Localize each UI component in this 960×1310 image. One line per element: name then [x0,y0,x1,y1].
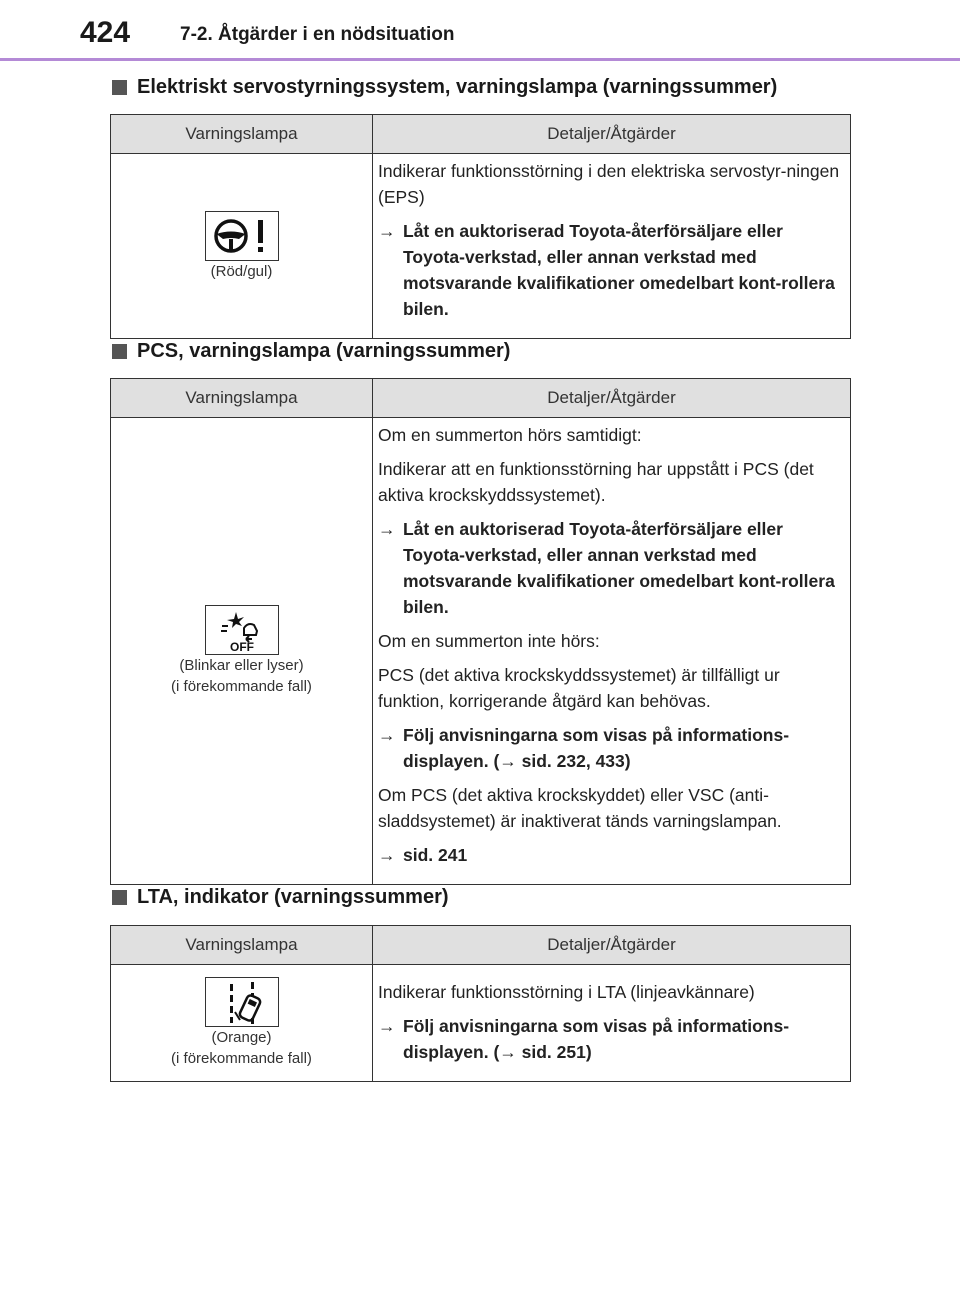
action-item [378,516,846,620]
detail-text: Indikerar funktionsstörning i den elektriska servostyr-ningen (EPS) [378,161,840,207]
column-header-details: Detaljer/Åtgärder [373,115,851,154]
arrow-icon: → [499,751,517,771]
detail-text: Om en summerton hörs samtidigt: [378,425,642,445]
arrow-icon: → [499,1042,517,1062]
arrow-icon: → [378,519,396,539]
lamp-caption: (Orange) [211,1029,272,1046]
lamp-caption-secondary: (i förekommande fall) [171,678,312,695]
page-header [0,0,960,64]
column-header-details: Detaljer/Åtgärder [373,379,851,418]
steering-wheel-exclamation-icon [205,211,279,261]
column-header-lamp: Varningslampa [111,115,373,154]
lamp-caption: (Röd/gul) [210,262,273,280]
lamp-caption: (Blinkar eller lyser) [179,657,304,674]
lamp-cell [111,965,373,1082]
detail-text: PCS (det aktiva krockskyddssystemet) är tillfälligt ur funktion, korrigerande åtgärd kan behövas. [378,665,780,711]
page-number: 424 [80,16,131,49]
page-reference-link[interactable]: sid. 251) [516,1042,592,1062]
details-cell [373,418,851,885]
lane-departure-icon [205,977,279,1027]
action-text: Låt en auktoriserad Toyota-återförsäljare eller Toyota-verkstad, eller annan verkstad med motsvarande kvalifikationer omedelbart kont-rollera bilen. [403,519,835,617]
section-heading-pcs [110,340,510,363]
arrow-icon: → [378,1016,396,1036]
page-reference-link[interactable]: sid. 232, 433) [516,751,631,771]
action-item [378,1013,846,1065]
lta-warning-table [110,925,851,1082]
action-item [378,842,846,868]
section-heading-lta [110,886,449,909]
detail-text: Indikerar att en funktionsstörning har uppstått i PCS (det aktiva krockskyddssystemet). [378,459,814,505]
lamp-cell [111,154,373,339]
detail-text: Om PCS (det aktiva krockskyddet) eller VSC (anti-sladdsystemet) är inaktiverat tänds varningslampan. [378,785,782,831]
detail-text: Om en summerton inte hörs: [378,631,600,651]
arrow-icon: → [378,725,396,745]
details-cell [373,965,851,1082]
column-header-lamp: Varningslampa [111,379,373,418]
action-text-start: Följ anvisningarna som visas på informations-displayen. ( [403,1016,790,1062]
chapter-title: 7-2. Åtgärder i en nödsituation [180,24,455,45]
column-header-details: Detaljer/Åtgärder [373,926,851,965]
arrow-icon: → [378,845,396,865]
arrow-icon: → [378,221,396,241]
svg-text:OFF: OFF [229,640,254,654]
action-item [378,218,846,322]
column-header-lamp: Varningslampa [111,926,373,965]
square-bullet-icon [112,344,127,359]
section-title: PCS, varningslampa (varningssummer) [137,340,511,362]
pcs-off-icon [205,605,279,655]
action-text [403,722,846,774]
action-text [403,1013,846,1065]
lamp-cell [111,418,373,885]
square-bullet-icon [112,890,127,905]
action-item [378,722,846,774]
section-heading-eps [110,76,777,99]
section-title: Elektriskt servostyrningssystem, varningslampa (varningssummer) [137,76,778,98]
header-divider [0,58,960,61]
page-reference-link[interactable]: sid. 241 [403,845,468,865]
eps-warning-table [110,114,851,339]
lamp-caption-secondary: (i förekommande fall) [171,1050,312,1067]
detail-text: Indikerar funktionsstörning i LTA (linjeavkännare) [378,982,755,1002]
section-title: LTA, indikator (varningssummer) [137,886,449,908]
square-bullet-icon [112,80,127,95]
pcs-warning-table [110,378,851,885]
details-cell [373,154,851,339]
action-text: Låt en auktoriserad Toyota-återförsäljare eller Toyota-verkstad, eller annan verkstad med motsvarande kvalifikationer omedelbart kont-rollera bilen. [403,221,835,319]
action-text-start: Följ anvisningarna som visas på informations-displayen. ( [403,725,790,771]
